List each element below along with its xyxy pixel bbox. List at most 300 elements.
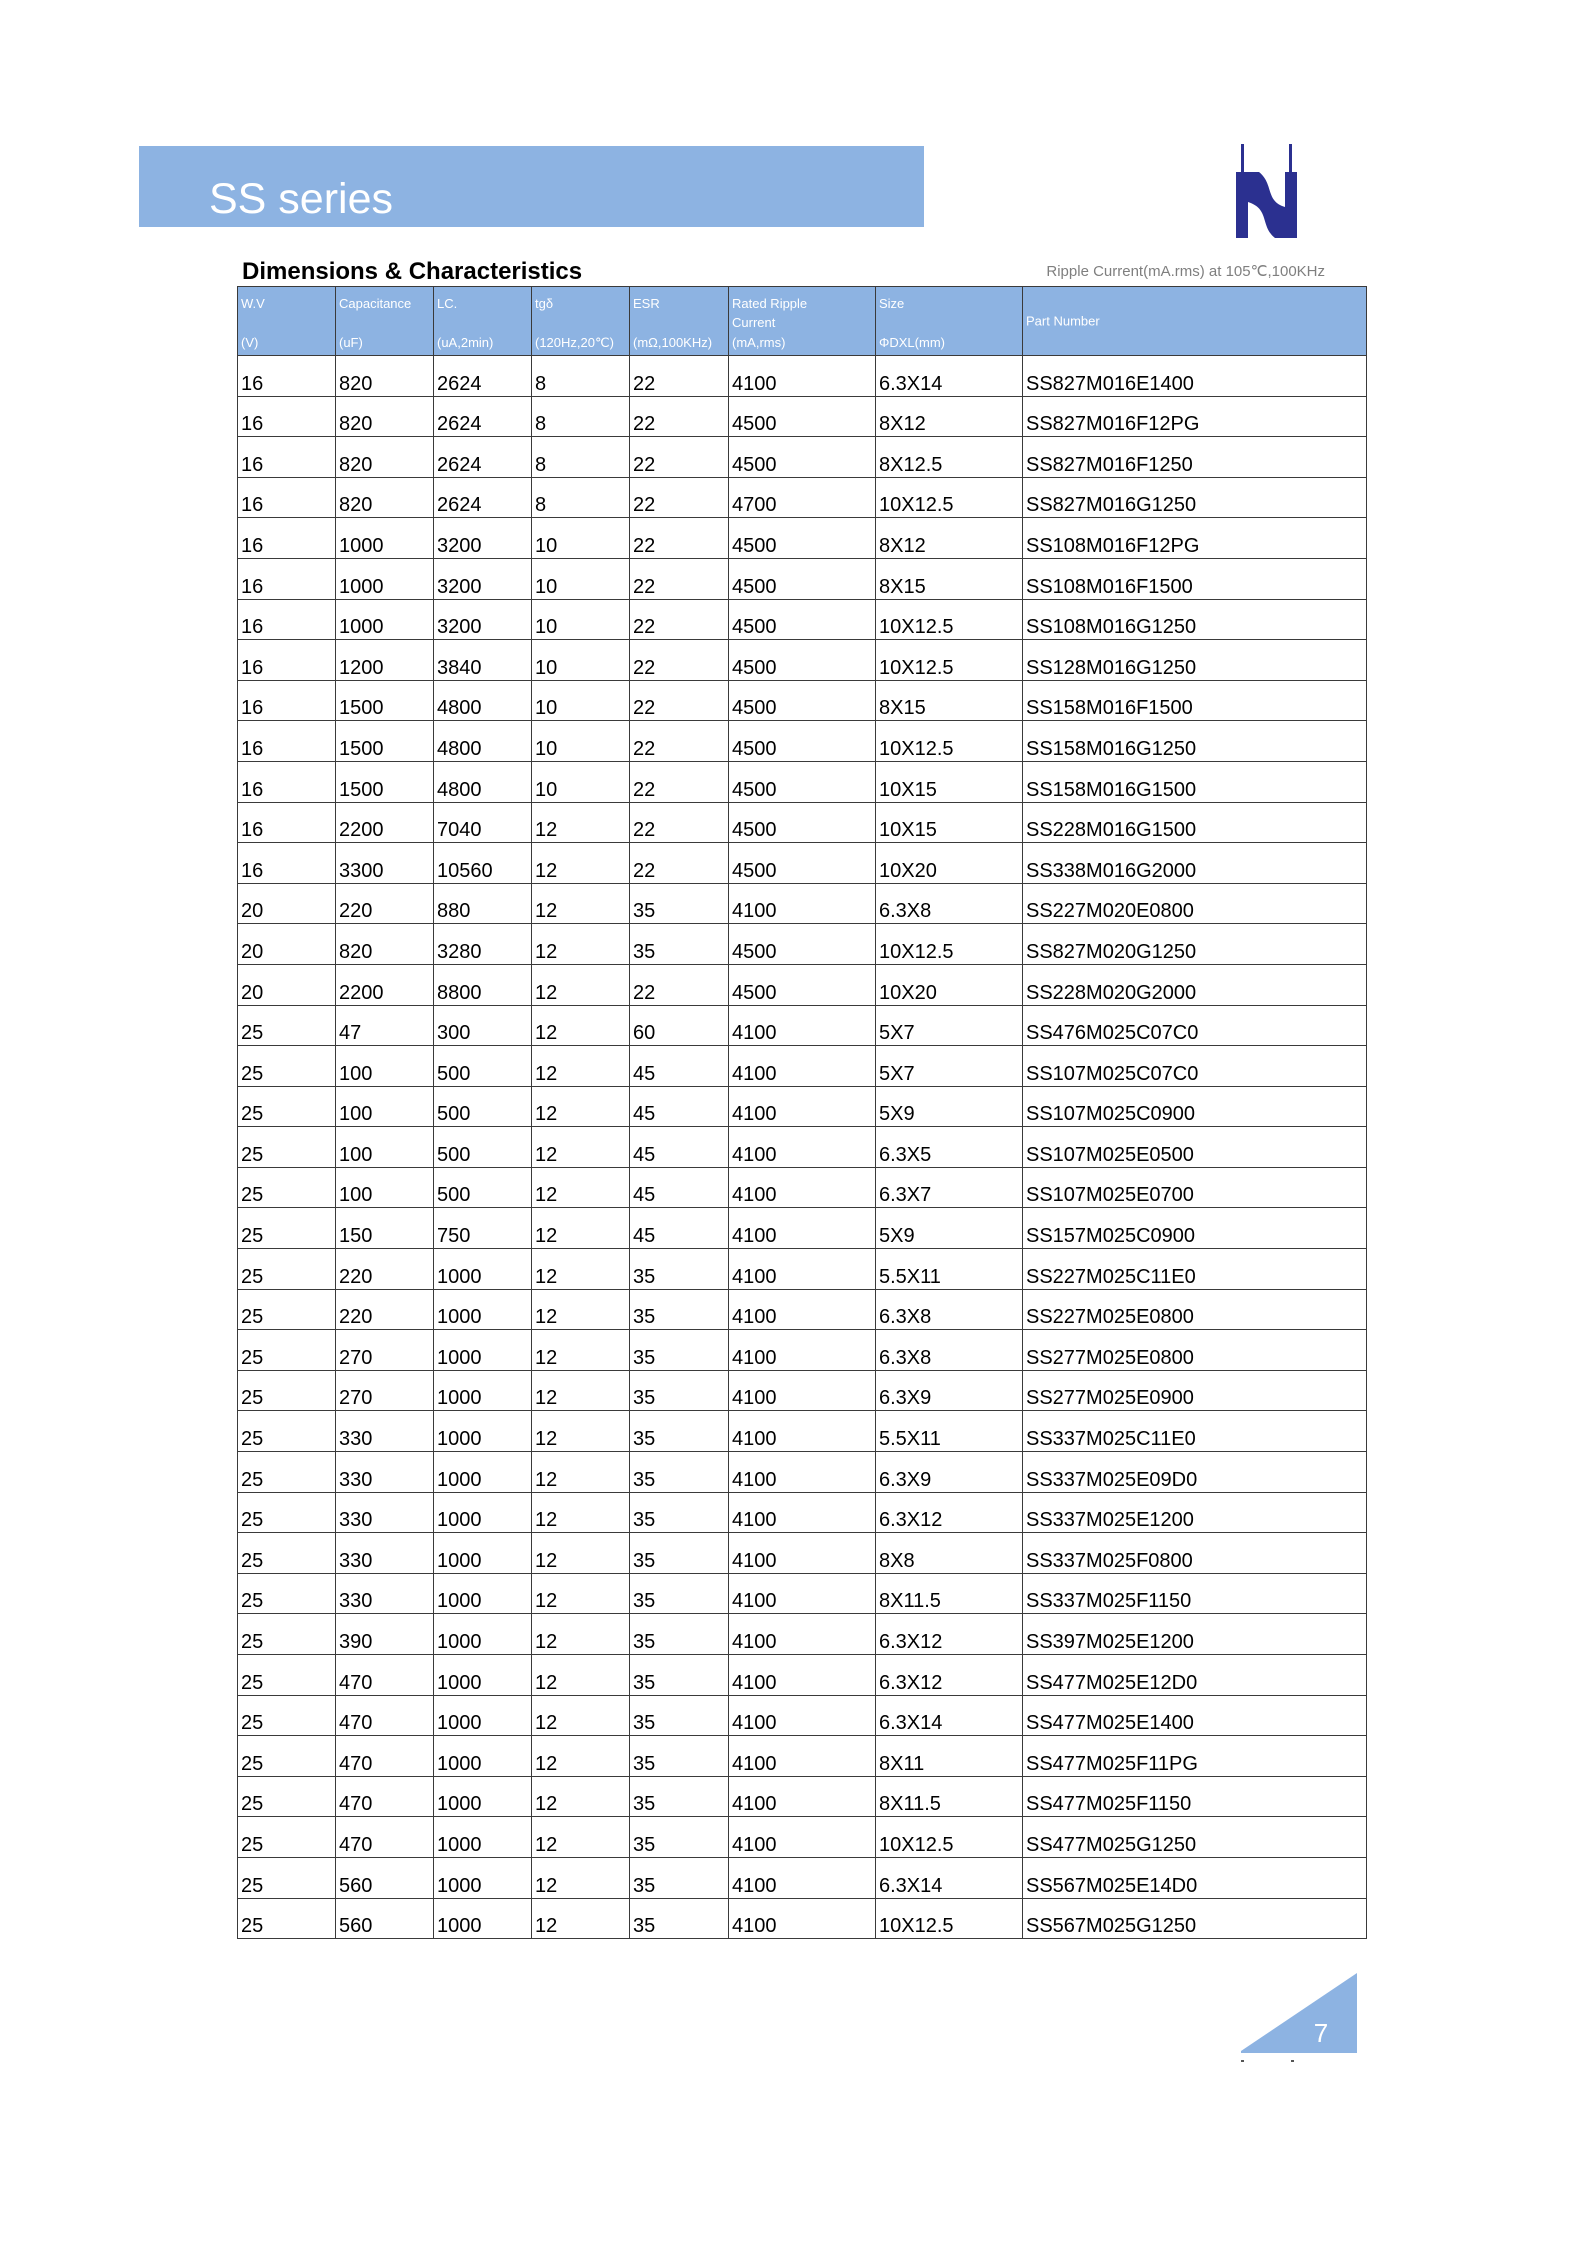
cell-capacitance: 470 [336,1817,434,1858]
cell-part-number: SS477M025E12D0 [1023,1655,1367,1696]
cell-part-number: SS827M020G1250 [1023,924,1367,965]
cell-part-number: SS158M016F1500 [1023,680,1367,721]
cell-part-number: SS476M025C07C0 [1023,1005,1367,1046]
cell-wv: 16 [238,558,336,599]
header-ripple-current [729,287,876,356]
table-row [238,1249,1367,1290]
banner-title: SS series [209,175,394,223]
cell-wv: 16 [238,477,336,518]
cell-size: 5.5X11 [876,1411,1023,1452]
cell-capacitance: 1500 [336,721,434,762]
cell-ripple-current: 4500 [729,396,876,437]
cell-tg: 12 [532,1533,630,1574]
table-row [238,558,1367,599]
cell-part-number: SS158M016G1500 [1023,761,1367,802]
cell-wv: 16 [238,721,336,762]
cell-part-number: SS567M025E14D0 [1023,1857,1367,1898]
cell-capacitance: 100 [336,1167,434,1208]
cell-lc: 300 [434,1005,532,1046]
cell-part-number: SS277M025E0900 [1023,1370,1367,1411]
table-row [238,680,1367,721]
cell-capacitance: 3300 [336,843,434,884]
cell-ripple-current: 4100 [729,356,876,397]
cell-lc: 4800 [434,761,532,802]
table-row [238,721,1367,762]
cell-part-number: SS228M016G1500 [1023,802,1367,843]
cell-part-number: SS337M025F0800 [1023,1533,1367,1574]
header-label: tgδ [535,296,554,311]
cell-size: 6.3X9 [876,1452,1023,1493]
cell-ripple-current: 4100 [729,1249,876,1290]
cell-lc: 1000 [434,1736,532,1777]
footer-mark [1291,2060,1294,2062]
cell-tg: 12 [532,1127,630,1168]
cell-esr: 22 [630,437,729,478]
cell-esr: 22 [630,356,729,397]
cell-capacitance: 330 [336,1573,434,1614]
logo-s-stroke [1248,172,1285,238]
cell-tg: 10 [532,761,630,802]
cell-tg: 12 [532,883,630,924]
cell-part-number: SS107M025E0500 [1023,1127,1367,1168]
cell-ripple-current: 4500 [729,640,876,681]
cell-tg: 12 [532,1046,630,1087]
cell-tg: 10 [532,721,630,762]
cell-esr: 45 [630,1208,729,1249]
table-row [238,924,1367,965]
cell-lc: 1000 [434,1370,532,1411]
cell-size: 6.3X7 [876,1167,1023,1208]
cell-size: 5X7 [876,1005,1023,1046]
ripple-current-note: Ripple Current(mA.rms) at 105℃,100KHz [1046,263,1325,280]
cell-ripple-current: 4500 [729,680,876,721]
header-part-number [1023,287,1367,356]
cell-capacitance: 1000 [336,518,434,559]
cell-esr: 22 [630,802,729,843]
cell-ripple-current: 4500 [729,558,876,599]
cell-esr: 35 [630,1289,729,1330]
cell-esr: 22 [630,599,729,640]
page-corner-triangle [1241,1973,1357,2053]
cell-lc: 500 [434,1167,532,1208]
company-logo-icon [1234,144,1299,238]
cell-wv: 25 [238,1857,336,1898]
cell-esr: 35 [630,1655,729,1696]
cell-capacitance: 1000 [336,558,434,599]
cell-size: 10X12.5 [876,924,1023,965]
cell-capacitance: 470 [336,1776,434,1817]
cell-wv: 25 [238,1695,336,1736]
cell-tg: 12 [532,1330,630,1371]
cell-part-number: SS477M025F11PG [1023,1736,1367,1777]
cell-size: 6.3X14 [876,1857,1023,1898]
cell-ripple-current: 4100 [729,1208,876,1249]
cell-capacitance: 330 [336,1411,434,1452]
cell-tg: 10 [532,558,630,599]
table-row [238,1046,1367,1087]
cell-ripple-current: 4100 [729,1776,876,1817]
cell-lc: 1000 [434,1533,532,1574]
cell-tg: 12 [532,1817,630,1858]
cell-tg: 8 [532,477,630,518]
cell-lc: 1000 [434,1330,532,1371]
header-label: Part Number [1026,313,1100,328]
cell-capacitance: 820 [336,437,434,478]
cell-part-number: SS157M025C0900 [1023,1208,1367,1249]
cell-ripple-current: 4500 [729,802,876,843]
cell-size: 6.3X14 [876,1695,1023,1736]
cell-esr: 22 [630,761,729,802]
header-unit: (uA,2min) [437,335,494,350]
cell-esr: 22 [630,721,729,762]
cell-size: 10X12.5 [876,1898,1023,1939]
cell-size: 10X20 [876,964,1023,1005]
cell-esr: 35 [630,1573,729,1614]
cell-esr: 22 [630,640,729,681]
header-lc [434,287,532,356]
cell-ripple-current: 4100 [729,1614,876,1655]
header-label: Capacitance [339,296,412,311]
cell-capacitance: 560 [336,1898,434,1939]
title-banner [139,146,924,227]
cell-part-number: SS227M025C11E0 [1023,1249,1367,1290]
table-row [238,1208,1367,1249]
cell-part-number: SS107M025C0900 [1023,1086,1367,1127]
table-row [238,1005,1367,1046]
table-row [238,640,1367,681]
cell-part-number: SS567M025G1250 [1023,1898,1367,1939]
cell-tg: 12 [532,924,630,965]
cell-size: 10X15 [876,761,1023,802]
cell-part-number: SS337M025E1200 [1023,1492,1367,1533]
table-row [238,1167,1367,1208]
table-row [238,477,1367,518]
cell-wv: 16 [238,518,336,559]
table-row [238,1127,1367,1168]
cell-size: 6.3X12 [876,1614,1023,1655]
cell-capacitance: 470 [336,1695,434,1736]
cell-size: 8X15 [876,680,1023,721]
cell-ripple-current: 4500 [729,924,876,965]
cell-lc: 1000 [434,1898,532,1939]
cell-capacitance: 270 [336,1370,434,1411]
cell-size: 10X20 [876,843,1023,884]
cell-wv: 25 [238,1736,336,1777]
cell-lc: 1000 [434,1655,532,1696]
table-row [238,802,1367,843]
cell-ripple-current: 4100 [729,883,876,924]
cell-part-number: SS338M016G2000 [1023,843,1367,884]
cell-esr: 22 [630,396,729,437]
table-row [238,843,1367,884]
cell-size: 8X8 [876,1533,1023,1574]
cell-ripple-current: 4100 [729,1005,876,1046]
cell-esr: 35 [630,1614,729,1655]
header-unit: ΦDXL(mm) [879,335,945,350]
cell-part-number: SS108M016F12PG [1023,518,1367,559]
cell-wv: 25 [238,1046,336,1087]
header-size [876,287,1023,356]
cell-size: 6.3X8 [876,883,1023,924]
cell-size: 8X11.5 [876,1776,1023,1817]
cell-wv: 25 [238,1452,336,1493]
cell-esr: 45 [630,1086,729,1127]
table-row [238,1776,1367,1817]
cell-wv: 25 [238,1330,336,1371]
cell-esr: 35 [630,1533,729,1574]
cell-wv: 16 [238,680,336,721]
cell-lc: 4800 [434,680,532,721]
cell-wv: 25 [238,1614,336,1655]
cell-lc: 750 [434,1208,532,1249]
cell-esr: 35 [630,924,729,965]
cell-lc: 1000 [434,1249,532,1290]
cell-esr: 22 [630,680,729,721]
cell-tg: 12 [532,1776,630,1817]
cell-tg: 12 [532,1289,630,1330]
page-number: 7 [1313,2018,1329,2048]
cell-size: 8X15 [876,558,1023,599]
cell-tg: 12 [532,1614,630,1655]
table-row [238,1411,1367,1452]
cell-esr: 35 [630,1776,729,1817]
table-row [238,761,1367,802]
cell-size: 5X7 [876,1046,1023,1087]
cell-part-number: SS337M025C11E0 [1023,1411,1367,1452]
cell-lc: 3280 [434,924,532,965]
table-row [238,518,1367,559]
cell-wv: 25 [238,1817,336,1858]
cell-tg: 12 [532,802,630,843]
cell-capacitance: 150 [336,1208,434,1249]
footer-mark [1241,2060,1244,2062]
cell-size: 5X9 [876,1208,1023,1249]
logo-right-bar [1285,172,1297,238]
cell-esr: 60 [630,1005,729,1046]
cell-size: 6.3X9 [876,1370,1023,1411]
cell-wv: 25 [238,1573,336,1614]
cell-tg: 12 [532,1736,630,1777]
cell-part-number: SS827M016G1250 [1023,477,1367,518]
logo-left-line [1241,144,1244,174]
cell-wv: 25 [238,1005,336,1046]
table-row [238,437,1367,478]
cell-capacitance: 100 [336,1086,434,1127]
cell-esr: 35 [630,1857,729,1898]
cell-capacitance: 820 [336,356,434,397]
cell-size: 5X9 [876,1086,1023,1127]
cell-lc: 500 [434,1046,532,1087]
table-header [238,287,1367,356]
table-row [238,1655,1367,1696]
cell-wv: 16 [238,640,336,681]
cell-capacitance: 220 [336,1289,434,1330]
logo-right-line [1289,144,1292,174]
cell-lc: 1000 [434,1573,532,1614]
cell-size: 6.3X12 [876,1655,1023,1696]
header-label: Rated Ripple Current [732,296,808,330]
cell-size: 6.3X8 [876,1289,1023,1330]
cell-capacitance: 1500 [336,680,434,721]
table-row [238,1370,1367,1411]
cell-size: 6.3X14 [876,356,1023,397]
cell-wv: 25 [238,1086,336,1127]
cell-ripple-current: 4100 [729,1370,876,1411]
cell-ripple-current: 4100 [729,1492,876,1533]
cell-part-number: SS337M025E09D0 [1023,1452,1367,1493]
cell-esr: 22 [630,843,729,884]
cell-size: 5.5X11 [876,1249,1023,1290]
cell-tg: 12 [532,1573,630,1614]
cell-tg: 12 [532,1411,630,1452]
cell-lc: 8800 [434,964,532,1005]
cell-tg: 12 [532,1655,630,1696]
cell-wv: 20 [238,964,336,1005]
cell-ripple-current: 4700 [729,477,876,518]
cell-esr: 35 [630,1695,729,1736]
cell-wv: 25 [238,1167,336,1208]
cell-tg: 12 [532,1249,630,1290]
cell-size: 8X11.5 [876,1573,1023,1614]
table-row [238,1695,1367,1736]
header-unit: (120Hz,20℃) [535,335,614,350]
cell-part-number: SS107M025C07C0 [1023,1046,1367,1087]
table-row [238,1452,1367,1493]
header-label: Size [879,296,905,311]
cell-lc: 1000 [434,1776,532,1817]
cell-ripple-current: 4100 [729,1411,876,1452]
cell-size: 6.3X8 [876,1330,1023,1371]
table-row [238,883,1367,924]
cell-esr: 35 [630,1249,729,1290]
cell-ripple-current: 4100 [729,1695,876,1736]
cell-tg: 12 [532,1452,630,1493]
header-unit: (mA,rms) [732,335,786,350]
cell-wv: 20 [238,924,336,965]
cell-lc: 3840 [434,640,532,681]
cell-size: 8X12 [876,518,1023,559]
cell-capacitance: 1500 [336,761,434,802]
cell-tg: 12 [532,964,630,1005]
cell-wv: 16 [238,437,336,478]
table-header-row [238,287,1367,356]
table-row [238,1898,1367,1939]
cell-lc: 1000 [434,1289,532,1330]
cell-lc: 3200 [434,599,532,640]
cell-part-number: SS827M016F1250 [1023,437,1367,478]
cell-ripple-current: 4500 [729,964,876,1005]
header-unit: (uF) [339,335,363,350]
cell-esr: 35 [630,1492,729,1533]
cell-size: 10X12.5 [876,721,1023,762]
cell-lc: 1000 [434,1857,532,1898]
cell-size: 10X12.5 [876,640,1023,681]
cell-lc: 500 [434,1127,532,1168]
cell-ripple-current: 4100 [729,1289,876,1330]
cell-wv: 16 [238,843,336,884]
cell-part-number: SS477M025F1150 [1023,1776,1367,1817]
cell-wv: 16 [238,599,336,640]
cell-ripple-current: 4100 [729,1086,876,1127]
cell-part-number: SS227M020E0800 [1023,883,1367,924]
cell-esr: 45 [630,1046,729,1087]
cell-capacitance: 820 [336,396,434,437]
cell-esr: 45 [630,1127,729,1168]
cell-part-number: SS477M025E1400 [1023,1695,1367,1736]
cell-part-number: SS337M025F1150 [1023,1573,1367,1614]
cell-ripple-current: 4100 [729,1330,876,1371]
cell-esr: 22 [630,477,729,518]
header-unit: (V) [241,335,259,350]
cell-wv: 25 [238,1492,336,1533]
cell-capacitance: 270 [336,1330,434,1371]
cell-size: 10X15 [876,802,1023,843]
cell-esr: 35 [630,1330,729,1371]
cell-wv: 25 [238,1411,336,1452]
cell-tg: 10 [532,518,630,559]
cell-capacitance: 2200 [336,802,434,843]
cell-ripple-current: 4500 [729,843,876,884]
cell-lc: 2624 [434,477,532,518]
cell-ripple-current: 4500 [729,721,876,762]
cell-size: 6.3X12 [876,1492,1023,1533]
cell-part-number: SS477M025G1250 [1023,1817,1367,1858]
cell-size: 10X12.5 [876,599,1023,640]
cell-capacitance: 220 [336,883,434,924]
cell-wv: 25 [238,1533,336,1574]
cell-capacitance: 470 [336,1655,434,1696]
table-row [238,1533,1367,1574]
cell-ripple-current: 4100 [729,1046,876,1087]
cell-capacitance: 1200 [336,640,434,681]
cell-lc: 1000 [434,1614,532,1655]
cell-esr: 35 [630,1898,729,1939]
cell-ripple-current: 4100 [729,1857,876,1898]
cell-wv: 25 [238,1370,336,1411]
logo-left-bar [1236,172,1248,238]
cell-tg: 10 [532,680,630,721]
cell-capacitance: 820 [336,924,434,965]
cell-tg: 12 [532,1208,630,1249]
table-row [238,396,1367,437]
characteristics-table [237,286,1367,1939]
cell-wv: 25 [238,1208,336,1249]
cell-lc: 3200 [434,518,532,559]
cell-ripple-current: 4100 [729,1655,876,1696]
cell-lc: 2624 [434,356,532,397]
cell-esr: 35 [630,1817,729,1858]
cell-ripple-current: 4100 [729,1167,876,1208]
cell-tg: 8 [532,356,630,397]
cell-lc: 1000 [434,1411,532,1452]
cell-ripple-current: 4100 [729,1533,876,1574]
cell-capacitance: 390 [336,1614,434,1655]
table-body [238,356,1367,1939]
cell-lc: 500 [434,1086,532,1127]
cell-esr: 35 [630,1452,729,1493]
cell-ripple-current: 4100 [729,1817,876,1858]
cell-lc: 10560 [434,843,532,884]
cell-tg: 12 [532,843,630,884]
cell-capacitance: 100 [336,1046,434,1087]
cell-lc: 880 [434,883,532,924]
cell-wv: 25 [238,1289,336,1330]
cell-size: 8X12.5 [876,437,1023,478]
cell-part-number: SS228M020G2000 [1023,964,1367,1005]
cell-tg: 12 [532,1695,630,1736]
cell-capacitance: 2200 [336,964,434,1005]
cell-wv: 25 [238,1127,336,1168]
